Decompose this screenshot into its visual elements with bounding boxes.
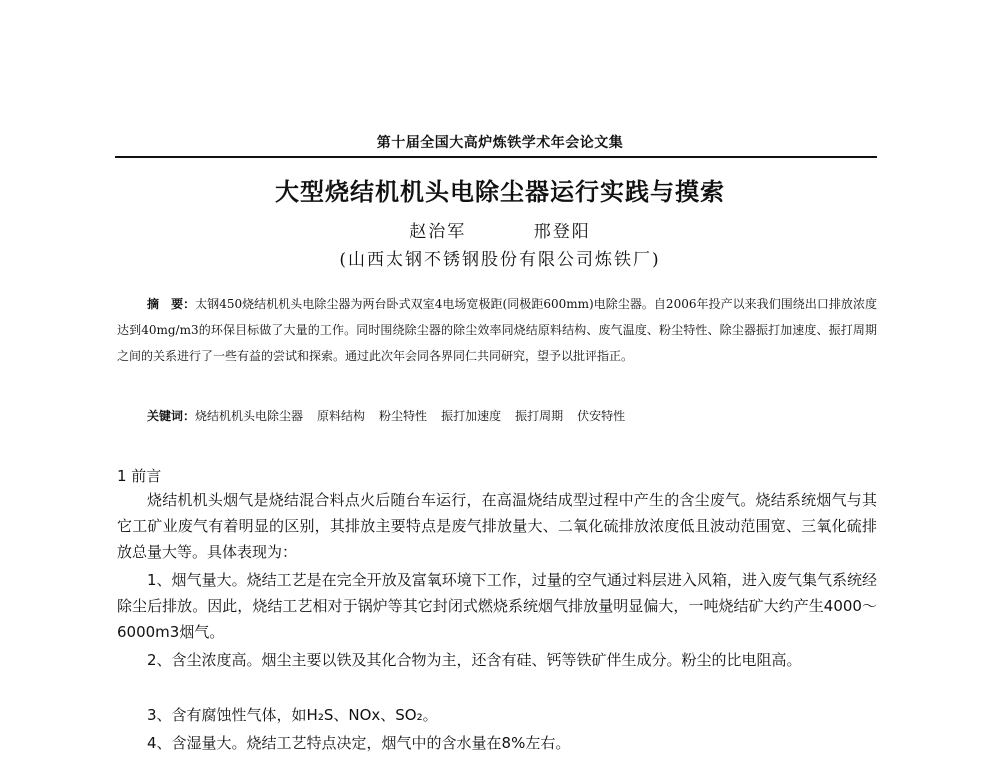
- body-paragraph: 2、含尘浓度高。烟尘主要以铁及其化合物为主，还含有硅、钙等铁矿伴生成分。粉尘的比电阻高。: [147, 651, 802, 669]
- body-paragraph: 4、含湿量大。烧结工艺特点决定，烟气中的含水量在8%左右。: [147, 734, 571, 752]
- keyword: 粉尘特性: [379, 409, 428, 423]
- abstract: [117, 291, 877, 369]
- body-paragraph: 1、烟气量大。烧结工艺是在完全开放及富氧环境下工作，过量的空气通过料层进入风箱，进入废气集气系统经除尘后排放。因此，烧结工艺相对于锅炉等其它封闭式燃烧系统烟气排放量明显偏大，一吨烧结矿大约产生4000～6000m3烟气。: [117, 571, 877, 641]
- body-paragraph: 烧结机机头烟气是烧结混合料点火后随台车运行，在高温烧结成型过程中产生的含尘废气。烧结系统烟气与其它工矿业废气有着明显的区别，其排放主要特点是废气排放量大、二氧化硫排放浓度低且波动范围宽、三氧化硫排放总量大等。具体表现为：: [117, 491, 877, 561]
- keyword: 伏安特性: [577, 409, 626, 423]
- keywords: [147, 406, 877, 426]
- section-heading: 1 前言: [117, 467, 162, 485]
- keyword: 烧结机机头电除尘器: [195, 409, 304, 423]
- abstract-label: 摘 要：: [147, 297, 196, 311]
- abstract-text: 太钢450烧结机机头电除尘器为两台卧式双室4电场宽极距(同极距600mm)电除尘器。自2006年投产以来我们围绕出口排放浓度达到40mg/m3的环保目标做了大量的工作。同时围绕除尘器的除尘效率同烧结原料结构、废气温度、粉尘特性、除尘器振打加速度、振打周期之间的关系进行了一些有益的尝试和探索。通过此次年会同各界同仁共同研究，望予以批评指正。: [117, 297, 877, 363]
- paper-title: 大型烧结机机头电除尘器运行实践与摸索: [275, 178, 725, 206]
- proceedings-header: 第十届全国大高炉炼铁学术年会论文集: [376, 135, 624, 151]
- keyword: 振打加速度: [441, 409, 502, 423]
- author-list: [0, 217, 1000, 242]
- affiliation: (山西太钢不锈钢股份有限公司炼铁厂): [339, 250, 661, 270]
- keywords-label: 关键词：: [147, 409, 196, 423]
- author-name: 邢登阳: [533, 222, 591, 242]
- body-paragraph: 3、含有腐蚀性气体，如H₂S、NOx、SO₂。: [147, 706, 438, 724]
- keyword: 振打周期: [515, 409, 564, 423]
- keyword: 原料结构: [317, 409, 366, 423]
- header-rule: [115, 156, 877, 158]
- author-name: 赵治军: [409, 222, 467, 242]
